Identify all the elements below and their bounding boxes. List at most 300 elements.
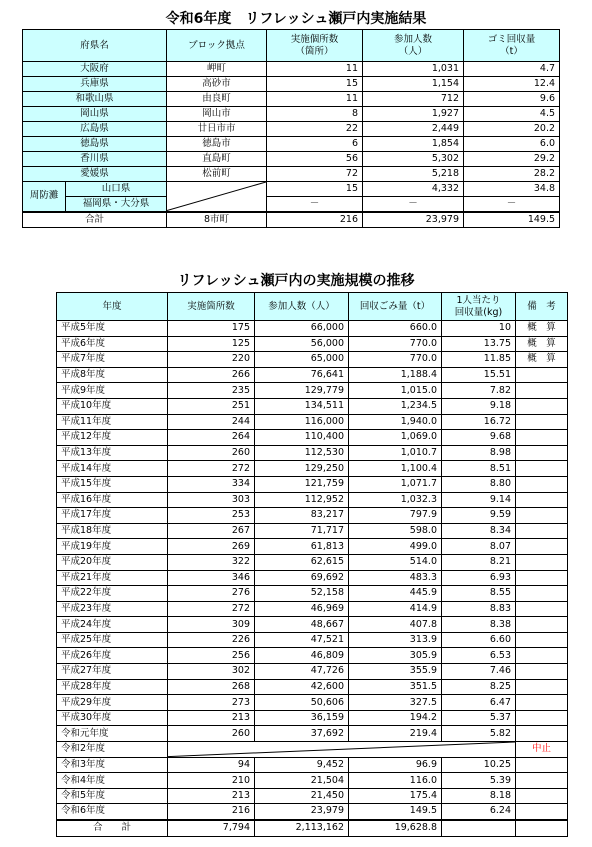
prefecture-cell: 愛媛県 [23, 167, 167, 182]
year-cell: 令和2年度 [57, 742, 168, 758]
participants-cell: 46,809 [255, 648, 349, 664]
per-person-cell: 8.80 [442, 476, 516, 492]
col-prefecture: 府県名 [23, 30, 167, 62]
per-person-cell: 6.47 [442, 695, 516, 711]
remarks-cell [516, 367, 568, 383]
participants-cell: 21,504 [255, 773, 349, 789]
waste-cell: 660.0 [349, 321, 442, 337]
waste-cell: 355.9 [349, 664, 442, 680]
participants-cell: 52,158 [255, 586, 349, 602]
block-base-cell: 岬町 [167, 62, 267, 77]
waste-cell: 1,188.4 [349, 367, 442, 383]
participants-cell: 129,779 [255, 383, 349, 399]
per-person-cell: 10 [442, 321, 516, 337]
total-per-person-cell [442, 820, 516, 837]
year-cell: 平成22年度 [57, 586, 168, 602]
site-count-cell: 15 [267, 77, 363, 92]
participants-cell: 47,726 [255, 664, 349, 680]
participants-cell: 83,217 [255, 508, 349, 524]
waste-cell: 1,015.0 [349, 383, 442, 399]
waste-cell: 29.2 [464, 152, 560, 167]
col-block-base: ブロック拠点 [167, 30, 267, 62]
waste-cell: 351.5 [349, 679, 442, 695]
remarks-cell [516, 664, 568, 680]
waste-cell: 4.7 [464, 62, 560, 77]
block-base-cell: 由良町 [167, 92, 267, 107]
remarks-cell: 概 算 [516, 336, 568, 352]
waste-cell: 1,100.4 [349, 461, 442, 477]
remarks-cell [516, 476, 568, 492]
participants-cell: 47,521 [255, 632, 349, 648]
participants-cell: 69,692 [255, 570, 349, 586]
remarks-cell [516, 804, 568, 820]
table-row [57, 632, 568, 648]
site-count-cell: 125 [168, 336, 255, 352]
remarks-cell [516, 757, 568, 773]
site-count-cell: 220 [168, 352, 255, 368]
waste-cell: 797.9 [349, 508, 442, 524]
site-count-cell: 213 [168, 788, 255, 804]
prefecture-cell: 山口県 [66, 182, 167, 197]
table-row [57, 710, 568, 726]
remarks-cell [516, 461, 568, 477]
per-person-cell: 13.75 [442, 336, 516, 352]
per-person-cell: 6.93 [442, 570, 516, 586]
participants-cell: 66,000 [255, 321, 349, 337]
table-row [57, 352, 568, 368]
waste-cell: 407.8 [349, 617, 442, 633]
block-base-cell: 廿日市市 [167, 122, 267, 137]
site-count-cell: 244 [168, 414, 255, 430]
table-row [57, 586, 568, 602]
table-row [57, 523, 568, 539]
site-count-cell: 264 [168, 430, 255, 446]
site-count-cell: 266 [168, 367, 255, 383]
participants-cell: 112,530 [255, 445, 349, 461]
table-row [57, 492, 568, 508]
waste-cell: 1,234.5 [349, 398, 442, 414]
year-cell: 令和5年度 [57, 788, 168, 804]
participants-cell: 110,400 [255, 430, 349, 446]
participants-cell: 5,302 [363, 152, 464, 167]
per-person-cell: 8.83 [442, 601, 516, 617]
year-cell: 平成23年度 [57, 601, 168, 617]
site-count-cell: 8 [267, 107, 363, 122]
table-row [57, 742, 568, 758]
prefecture-cell: 和歌山県 [23, 92, 167, 107]
remarks-cell [516, 695, 568, 711]
site-count-cell: 334 [168, 476, 255, 492]
remarks-cell [516, 445, 568, 461]
table-row [57, 476, 568, 492]
participants-cell: 61,813 [255, 539, 349, 555]
site-count-cell: 272 [168, 601, 255, 617]
waste-cell: 514.0 [349, 554, 442, 570]
participants-cell: 9,452 [255, 757, 349, 773]
block-base-cell: 高砂市 [167, 77, 267, 92]
participants-cell: 1,854 [363, 137, 464, 152]
year-cell: 平成26年度 [57, 648, 168, 664]
per-person-cell: 5.37 [442, 710, 516, 726]
per-person-cell: 7.46 [442, 664, 516, 680]
remarks-cell [516, 570, 568, 586]
table-row [57, 414, 568, 430]
remarks-cell [516, 554, 568, 570]
waste-cell: － [464, 197, 560, 212]
remarks-cell [516, 523, 568, 539]
table-row [57, 554, 568, 570]
table-row [57, 679, 568, 695]
participants-cell: 36,159 [255, 710, 349, 726]
table-row [23, 197, 560, 212]
total-participants-cell: 23,979 [363, 212, 464, 228]
waste-cell: 149.5 [349, 804, 442, 820]
table-row [57, 757, 568, 773]
per-person-cell: 11.85 [442, 352, 516, 368]
year-cell: 平成25年度 [57, 632, 168, 648]
remarks-cell: 中止 [516, 742, 568, 758]
col-per-person: 1人当たり 回収量(kg) [442, 293, 516, 321]
participants-cell: 46,969 [255, 601, 349, 617]
table-row [23, 137, 560, 152]
site-count-cell: 302 [168, 664, 255, 680]
per-person-cell: 8.25 [442, 679, 516, 695]
per-person-cell: 6.24 [442, 804, 516, 820]
per-person-cell: 5.82 [442, 726, 516, 742]
site-count-cell: 267 [168, 523, 255, 539]
table-row [57, 383, 568, 399]
table-row [57, 367, 568, 383]
table-row [57, 726, 568, 742]
per-person-cell: 9.59 [442, 508, 516, 524]
site-count-cell: 253 [168, 508, 255, 524]
total-label-cell: 合 計 [57, 820, 168, 837]
year-cell: 平成10年度 [57, 398, 168, 414]
site-count-cell: 213 [168, 710, 255, 726]
participants-cell: 23,979 [255, 804, 349, 820]
remarks-cell [516, 383, 568, 399]
site-count-cell: 260 [168, 726, 255, 742]
per-person-cell: 8.98 [442, 445, 516, 461]
year-cell: 平成13年度 [57, 445, 168, 461]
table-row [57, 773, 568, 789]
total-base-cell: 8市町 [167, 212, 267, 228]
per-person-cell: 8.34 [442, 523, 516, 539]
waste-cell: 483.3 [349, 570, 442, 586]
table-row [23, 152, 560, 167]
col-site-count: 実施箇所数 [168, 293, 255, 321]
site-count-cell: 276 [168, 586, 255, 602]
site-count-cell: 346 [168, 570, 255, 586]
prefecture-cell: 岡山県 [23, 107, 167, 122]
waste-cell: 116.0 [349, 773, 442, 789]
remarks-cell [516, 617, 568, 633]
per-person-cell: 8.18 [442, 788, 516, 804]
year-cell: 平成19年度 [57, 539, 168, 555]
waste-cell: 6.0 [464, 137, 560, 152]
year-cell: 平成30年度 [57, 710, 168, 726]
participants-cell: 112,952 [255, 492, 349, 508]
remarks-cell [516, 632, 568, 648]
participants-cell: 121,759 [255, 476, 349, 492]
per-person-cell: 8.55 [442, 586, 516, 602]
remarks-cell [516, 430, 568, 446]
table-row [57, 820, 568, 837]
table-row [57, 430, 568, 446]
site-count-cell: 216 [168, 804, 255, 820]
year-cell: 平成15年度 [57, 476, 168, 492]
remarks-cell: 概 算 [516, 321, 568, 337]
participants-cell: 21,450 [255, 788, 349, 804]
remarks-cell [516, 539, 568, 555]
table-row [57, 336, 568, 352]
site-count-cell: 72 [267, 167, 363, 182]
year-cell: 平成29年度 [57, 695, 168, 711]
waste-cell: 194.2 [349, 710, 442, 726]
waste-cell: 445.9 [349, 586, 442, 602]
table-row [57, 321, 568, 337]
remarks-cell [516, 648, 568, 664]
table-row [23, 182, 560, 197]
per-person-cell: 15.51 [442, 367, 516, 383]
year-cell: 平成5年度 [57, 321, 168, 337]
per-person-cell: 6.53 [442, 648, 516, 664]
year-cell: 平成17年度 [57, 508, 168, 524]
results-title: 令和6年度 リフレッシュ瀬戸内実施結果 [165, 11, 427, 27]
table-row [57, 398, 568, 414]
waste-cell: 414.9 [349, 601, 442, 617]
waste-cell: 499.0 [349, 539, 442, 555]
site-count-cell: 22 [267, 122, 363, 137]
participants-cell: 50,606 [255, 695, 349, 711]
participants-cell: 1,154 [363, 77, 464, 92]
year-cell: 平成11年度 [57, 414, 168, 430]
table-row [23, 212, 560, 228]
participants-cell: 56,000 [255, 336, 349, 352]
remarks-cell [516, 679, 568, 695]
cancelled-span-cell [168, 742, 516, 758]
total-remarks-cell [516, 820, 568, 837]
trend-table [56, 292, 568, 837]
per-person-cell: 8.51 [442, 461, 516, 477]
participants-cell: 42,600 [255, 679, 349, 695]
block-base-cell: 松前町 [167, 167, 267, 182]
site-count-cell: 235 [168, 383, 255, 399]
table-row [57, 695, 568, 711]
per-person-cell: 8.38 [442, 617, 516, 633]
total-label-cell: 合計 [23, 212, 167, 228]
waste-cell: 12.4 [464, 77, 560, 92]
year-cell: 平成9年度 [57, 383, 168, 399]
remarks-cell [516, 414, 568, 430]
site-count-cell: 269 [168, 539, 255, 555]
col-participants: 参加人数 （人） [363, 30, 464, 62]
waste-cell: 1,032.3 [349, 492, 442, 508]
remarks-cell [516, 788, 568, 804]
waste-cell: 598.0 [349, 523, 442, 539]
per-person-cell: 5.39 [442, 773, 516, 789]
remarks-cell [516, 726, 568, 742]
participants-cell: 71,717 [255, 523, 349, 539]
participants-cell: 712 [363, 92, 464, 107]
per-person-cell: 9.18 [442, 398, 516, 414]
site-count-cell: 309 [168, 617, 255, 633]
waste-cell: 327.5 [349, 695, 442, 711]
participants-cell: 129,250 [255, 461, 349, 477]
year-cell: 平成12年度 [57, 430, 168, 446]
participants-cell: 37,692 [255, 726, 349, 742]
waste-cell: 770.0 [349, 336, 442, 352]
year-cell: 平成6年度 [57, 336, 168, 352]
participants-cell: 116,000 [255, 414, 349, 430]
total-participants-cell: 2,113,162 [255, 820, 349, 837]
total-waste-cell: 19,628.8 [349, 820, 442, 837]
waste-cell: 4.5 [464, 107, 560, 122]
site-count-cell: 322 [168, 554, 255, 570]
site-count-cell: － [267, 197, 363, 212]
participants-cell: 62,615 [255, 554, 349, 570]
per-person-cell: 10.25 [442, 757, 516, 773]
waste-cell: 34.8 [464, 182, 560, 197]
col-participants: 参加人数（人） [255, 293, 349, 321]
table-row [57, 804, 568, 820]
table-row [57, 601, 568, 617]
table-row [23, 107, 560, 122]
prefecture-cell: 大阪府 [23, 62, 167, 77]
table-row [57, 508, 568, 524]
year-cell: 平成28年度 [57, 679, 168, 695]
table-row [23, 92, 560, 107]
block-base-cell: 直島町 [167, 152, 267, 167]
year-cell: 令和4年度 [57, 773, 168, 789]
table-row [57, 461, 568, 477]
prefecture-cell: 香川県 [23, 152, 167, 167]
per-person-cell: 16.72 [442, 414, 516, 430]
site-count-cell: 11 [267, 62, 363, 77]
table-row [57, 539, 568, 555]
site-count-cell: 256 [168, 648, 255, 664]
prefecture-cell: 徳島県 [23, 137, 167, 152]
group-label-cell: 周防灘 [23, 182, 66, 212]
remarks-cell [516, 492, 568, 508]
per-person-cell: 8.21 [442, 554, 516, 570]
per-person-cell: 8.07 [442, 539, 516, 555]
year-cell: 平成8年度 [57, 367, 168, 383]
participants-cell: 1,927 [363, 107, 464, 122]
site-count-cell: 94 [168, 757, 255, 773]
table-row [23, 167, 560, 182]
table-row [23, 62, 560, 77]
site-count-cell: 15 [267, 182, 363, 197]
site-count-cell: 273 [168, 695, 255, 711]
per-person-cell: 9.14 [442, 492, 516, 508]
remarks-cell [516, 508, 568, 524]
results-table [22, 29, 560, 228]
year-cell: 令和3年度 [57, 757, 168, 773]
remarks-cell [516, 601, 568, 617]
waste-cell: 9.6 [464, 92, 560, 107]
year-cell: 平成18年度 [57, 523, 168, 539]
site-count-cell: 251 [168, 398, 255, 414]
participants-cell: 134,511 [255, 398, 349, 414]
site-count-cell: 6 [267, 137, 363, 152]
per-person-cell: 7.82 [442, 383, 516, 399]
col-site-count: 実施個所数 （箇所） [267, 30, 363, 62]
block-base-empty-cell [167, 182, 267, 212]
year-cell: 平成14年度 [57, 461, 168, 477]
trend-title: リフレッシュ瀬戸内の実施規模の推移 [177, 273, 415, 289]
site-count-cell: 56 [267, 152, 363, 167]
remarks-cell [516, 773, 568, 789]
block-base-cell: 徳島市 [167, 137, 267, 152]
per-person-cell: 9.68 [442, 430, 516, 446]
waste-cell: 175.4 [349, 788, 442, 804]
table-row [57, 570, 568, 586]
participants-cell: 48,667 [255, 617, 349, 633]
site-count-cell: 303 [168, 492, 255, 508]
table-row [57, 445, 568, 461]
waste-cell: 305.9 [349, 648, 442, 664]
year-cell: 平成27年度 [57, 664, 168, 680]
participants-cell: 5,218 [363, 167, 464, 182]
year-cell: 平成24年度 [57, 617, 168, 633]
site-count-cell: 272 [168, 461, 255, 477]
participants-cell: 65,000 [255, 352, 349, 368]
waste-cell: 20.2 [464, 122, 560, 137]
year-cell: 令和6年度 [57, 804, 168, 820]
site-count-cell: 226 [168, 632, 255, 648]
waste-cell: 1,071.7 [349, 476, 442, 492]
participants-cell: 2,449 [363, 122, 464, 137]
year-cell: 平成7年度 [57, 352, 168, 368]
site-count-cell: 210 [168, 773, 255, 789]
prefecture-cell: 福岡県・大分県 [66, 197, 167, 212]
total-site-count-cell: 7,794 [168, 820, 255, 837]
year-cell: 平成16年度 [57, 492, 168, 508]
col-remarks: 備 考 [516, 293, 568, 321]
year-cell: 令和元年度 [57, 726, 168, 742]
prefecture-cell: 兵庫県 [23, 77, 167, 92]
col-waste: 回収ごみ量（t） [349, 293, 442, 321]
waste-cell: 1,069.0 [349, 430, 442, 446]
table-row [23, 77, 560, 92]
waste-cell: 219.4 [349, 726, 442, 742]
total-site-count-cell: 216 [267, 212, 363, 228]
col-year: 年度 [57, 293, 168, 321]
site-count-cell: 11 [267, 92, 363, 107]
year-cell: 平成20年度 [57, 554, 168, 570]
waste-cell: 1,940.0 [349, 414, 442, 430]
remarks-cell [516, 586, 568, 602]
remarks-cell [516, 710, 568, 726]
site-count-cell: 260 [168, 445, 255, 461]
waste-cell: 313.9 [349, 632, 442, 648]
year-cell: 平成21年度 [57, 570, 168, 586]
total-waste-cell: 149.5 [464, 212, 560, 228]
table-row [57, 648, 568, 664]
per-person-cell: 6.60 [442, 632, 516, 648]
prefecture-cell: 広島県 [23, 122, 167, 137]
participants-cell: 76,641 [255, 367, 349, 383]
waste-cell: 28.2 [464, 167, 560, 182]
site-count-cell: 175 [168, 321, 255, 337]
table-row [23, 122, 560, 137]
table-row [57, 788, 568, 804]
table-row [57, 664, 568, 680]
site-count-cell: 268 [168, 679, 255, 695]
participants-cell: 4,332 [363, 182, 464, 197]
participants-cell: 1,031 [363, 62, 464, 77]
